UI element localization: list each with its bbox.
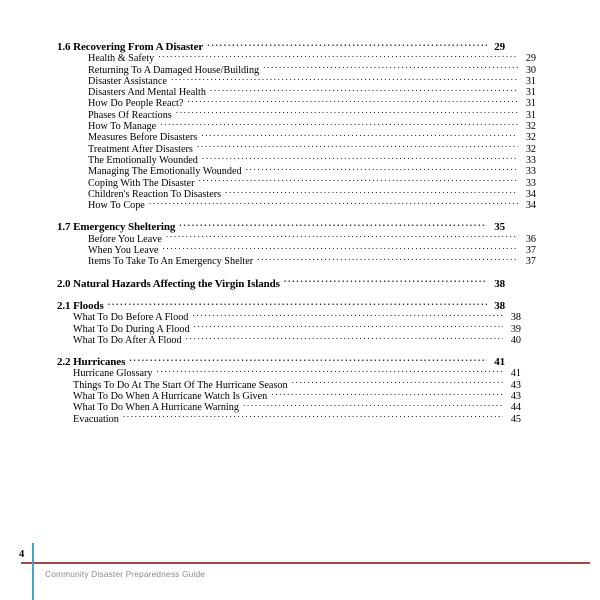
toc-group-spacer bbox=[57, 210, 505, 221]
toc-entry-page: 33 bbox=[525, 154, 536, 166]
toc-entry-title: Disasters And Mental Health bbox=[88, 87, 206, 99]
toc-entry-row[interactable] bbox=[57, 120, 536, 131]
toc-section-row[interactable] bbox=[57, 221, 505, 232]
dot-leader bbox=[179, 221, 487, 230]
toc-section-row[interactable] bbox=[57, 300, 505, 311]
toc-entry-row[interactable] bbox=[57, 131, 536, 142]
toc-section-page: 35 bbox=[494, 221, 505, 234]
toc-entry-page: 34 bbox=[525, 188, 536, 200]
toc-entry-page: 31 bbox=[525, 75, 536, 87]
toc-group bbox=[57, 41, 536, 212]
toc-entry-row[interactable] bbox=[57, 367, 521, 378]
toc-entry-title: What To Do Before A Flood bbox=[73, 312, 189, 324]
toc-entry-page: 31 bbox=[525, 87, 536, 99]
footer-vertical-accent-line bbox=[32, 543, 34, 600]
toc-entry-title: What To Do After A Flood bbox=[73, 334, 182, 346]
toc-entry-row[interactable] bbox=[57, 311, 521, 322]
toc-entry-page: 45 bbox=[510, 413, 521, 425]
dot-leader bbox=[198, 177, 518, 186]
toc-entry-page: 44 bbox=[510, 402, 521, 414]
toc-entry-row[interactable] bbox=[57, 188, 536, 199]
toc-entry-page: 30 bbox=[525, 64, 536, 76]
toc-group bbox=[57, 356, 521, 425]
toc-entry-row[interactable] bbox=[57, 334, 521, 345]
dot-leader bbox=[176, 109, 518, 118]
toc-section-row[interactable] bbox=[57, 41, 505, 52]
dot-leader bbox=[271, 390, 503, 399]
dot-leader bbox=[263, 64, 518, 73]
toc-section-title: 1.7 Emergency Sheltering bbox=[57, 221, 176, 234]
toc-entry-row[interactable] bbox=[57, 97, 536, 108]
toc-section-page: 41 bbox=[494, 356, 505, 369]
dot-leader bbox=[158, 52, 518, 61]
dot-leader bbox=[284, 278, 487, 287]
toc-entry-row[interactable] bbox=[57, 154, 536, 165]
toc-entry-page: 34 bbox=[525, 200, 536, 212]
toc-entry-title: Before You Leave bbox=[88, 233, 162, 245]
toc-entry-row[interactable] bbox=[57, 165, 536, 176]
toc-group-spacer bbox=[57, 267, 505, 278]
dot-leader bbox=[207, 41, 487, 50]
toc-section-row[interactable] bbox=[57, 356, 505, 367]
dot-leader bbox=[202, 154, 518, 163]
toc-group-spacer bbox=[57, 289, 505, 300]
dot-leader bbox=[129, 356, 487, 365]
toc-entry-title: How To Cope bbox=[88, 200, 145, 212]
toc-entry-title: The Emotionally Wounded bbox=[88, 154, 198, 166]
dot-leader bbox=[243, 401, 503, 410]
toc-entry-page: 31 bbox=[525, 109, 536, 121]
dot-leader bbox=[192, 311, 503, 320]
toc-entry-title: Children's Reaction To Disasters bbox=[88, 188, 222, 200]
toc-section-page: 29 bbox=[494, 41, 505, 53]
dot-leader bbox=[210, 86, 518, 95]
toc-section-title: 2.2 Hurricanes bbox=[57, 356, 126, 369]
dot-leader bbox=[187, 97, 518, 106]
toc-section-page: 38 bbox=[494, 277, 505, 290]
toc-entry-row[interactable] bbox=[57, 323, 521, 334]
toc-entry-page: 33 bbox=[525, 177, 536, 189]
toc-entry-row[interactable] bbox=[57, 244, 536, 255]
dot-leader bbox=[201, 131, 518, 140]
dot-leader bbox=[149, 199, 518, 208]
toc-entry-title: Treatment After Disasters bbox=[88, 143, 193, 155]
dot-leader bbox=[257, 255, 518, 264]
toc-entry-page: 31 bbox=[525, 98, 536, 110]
toc-entry-title: How To Manage bbox=[88, 121, 157, 133]
page-number: 4 bbox=[19, 549, 25, 560]
toc-entry-page: 43 bbox=[510, 391, 521, 403]
toc-entry-row[interactable] bbox=[57, 199, 536, 210]
toc-entry-row[interactable] bbox=[57, 109, 536, 120]
toc-section-page: 38 bbox=[494, 299, 505, 312]
toc-entry-row[interactable] bbox=[57, 75, 536, 86]
dot-leader bbox=[171, 75, 518, 84]
toc-entry-title: Returning To A Damaged House/Building bbox=[88, 64, 260, 76]
dot-leader bbox=[162, 244, 518, 253]
toc-entry-title: Measures Before Disasters bbox=[88, 132, 198, 144]
toc-entry-row[interactable] bbox=[57, 177, 536, 188]
toc-entry-row[interactable] bbox=[57, 64, 536, 75]
toc-entry-title: When You Leave bbox=[88, 245, 159, 257]
dot-leader bbox=[123, 413, 503, 422]
toc-entry-page: 41 bbox=[510, 368, 521, 380]
dot-leader bbox=[292, 379, 503, 388]
toc-entry-row[interactable] bbox=[57, 143, 536, 154]
toc-group bbox=[57, 278, 505, 289]
toc-entry-row[interactable] bbox=[57, 52, 536, 63]
toc-entry-page: 32 bbox=[525, 121, 536, 133]
toc-entry-title: Disaster Assistance bbox=[88, 75, 167, 87]
toc-entry-title: Phases Of Reactions bbox=[88, 109, 172, 121]
toc-entry-page: 33 bbox=[525, 166, 536, 178]
toc-entry-title: What To Do During A Flood bbox=[73, 323, 190, 335]
dot-leader bbox=[194, 323, 503, 332]
dot-leader bbox=[160, 120, 518, 129]
toc-entry-page: 37 bbox=[525, 256, 536, 268]
dot-leader bbox=[108, 300, 487, 309]
toc-entry-title: Things To Do At The Start Of The Hurricane Season bbox=[73, 379, 288, 391]
toc-section-row[interactable] bbox=[57, 278, 505, 289]
toc-entry-title: Items To Take To An Emergency Shelter bbox=[88, 256, 254, 268]
toc-entry-page: 37 bbox=[525, 245, 536, 257]
dot-leader bbox=[157, 367, 504, 376]
toc-group bbox=[57, 299, 521, 346]
toc-entry-title: Managing The Emotionally Wounded bbox=[88, 166, 242, 178]
dot-leader bbox=[166, 233, 518, 242]
dot-leader bbox=[246, 165, 518, 174]
footer-document-title: Community Disaster Preparedness Guide bbox=[45, 569, 206, 579]
toc-entry-row[interactable] bbox=[57, 390, 521, 401]
toc-group-spacer bbox=[57, 345, 505, 356]
table-of-contents bbox=[57, 41, 536, 425]
toc-entry-row[interactable] bbox=[57, 233, 536, 244]
toc-entry-title: What To Do When A Hurricane Watch Is Given bbox=[73, 391, 268, 403]
toc-entry-row[interactable] bbox=[57, 255, 536, 266]
toc-section-title: 1.6 Recovering From A Disaster bbox=[57, 41, 204, 53]
toc-entry-title: Health & Safety bbox=[88, 53, 155, 65]
toc-entry-title: Hurricane Glossary bbox=[73, 368, 153, 380]
toc-entry-title: Evacuation bbox=[73, 413, 119, 425]
footer-horizontal-rule bbox=[21, 562, 590, 564]
toc-entry-page: 32 bbox=[525, 132, 536, 144]
toc-group bbox=[57, 221, 536, 268]
toc-entry-page: 39 bbox=[510, 323, 521, 335]
toc-entry-row[interactable] bbox=[57, 86, 536, 97]
toc-entry-row[interactable] bbox=[57, 379, 521, 390]
toc-entry-title: What To Do When A Hurricane Warning bbox=[73, 402, 239, 414]
dot-leader bbox=[186, 334, 503, 343]
toc-section-title: 2.1 Floods bbox=[57, 299, 104, 312]
toc-entry-page: 29 bbox=[525, 53, 536, 65]
toc-entry-title: Coping With The Disaster bbox=[88, 177, 195, 189]
toc-entry-page: 38 bbox=[510, 312, 521, 324]
toc-section-title: 2.0 Natural Hazards Affecting the Virgin Islands bbox=[57, 277, 280, 290]
toc-entry-row[interactable] bbox=[57, 401, 521, 412]
dot-leader bbox=[197, 143, 518, 152]
toc-entry-page: 32 bbox=[525, 143, 536, 155]
toc-entry-row[interactable] bbox=[57, 413, 521, 424]
toc-entry-title: How Do People React? bbox=[88, 98, 184, 110]
toc-entry-page: 36 bbox=[525, 233, 536, 245]
toc-entry-page: 40 bbox=[510, 334, 521, 346]
toc-entry-page: 43 bbox=[510, 379, 521, 391]
dot-leader bbox=[225, 188, 518, 197]
